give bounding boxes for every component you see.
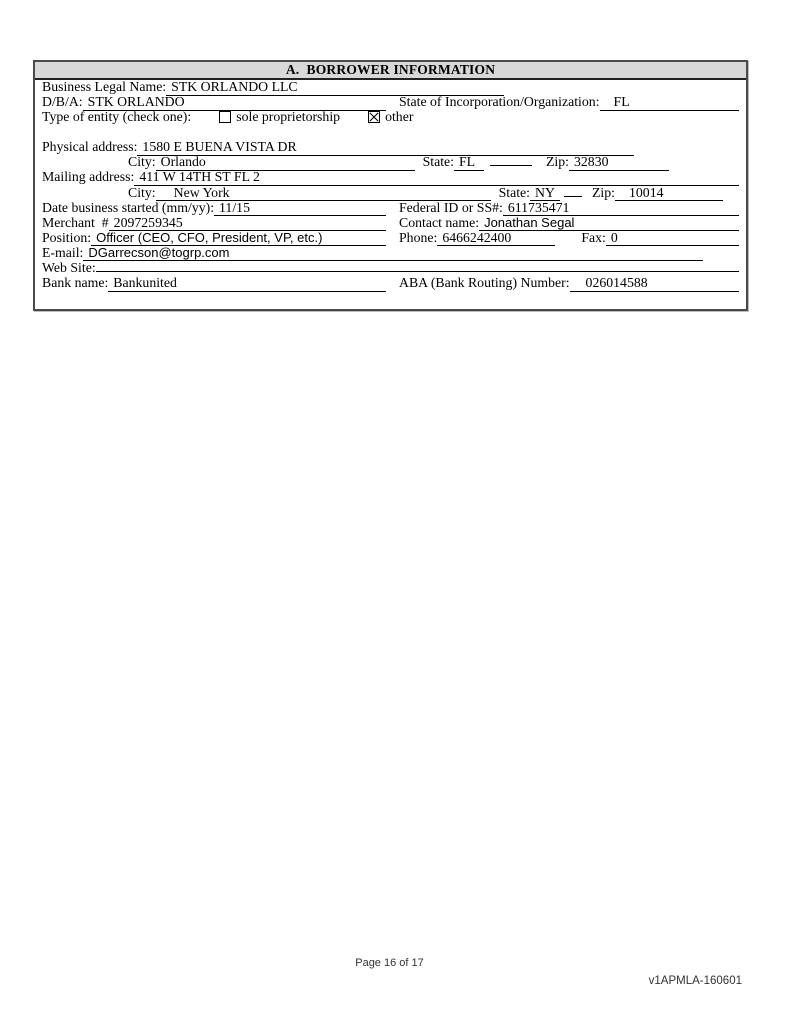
field-row-mailing-address — [35, 170, 746, 185]
merchant-number-label: Merchant # — [42, 214, 109, 230]
date-business-started-label: Date business started (mm/yy): — [42, 199, 215, 215]
mailing-city-field[interactable]: New York — [156, 186, 491, 202]
bank-name-label: Bank name: — [42, 275, 109, 291]
blank-line-segment — [490, 165, 532, 166]
section-title: A. BORROWER INFORMATION — [35, 62, 746, 80]
merchant-number-field[interactable]: 2097259345 — [109, 216, 386, 232]
sole-proprietorship-checkbox[interactable] — [219, 111, 231, 123]
page-number: Page 16 of 17 — [355, 957, 424, 969]
physical-city-field[interactable]: Orlando — [156, 155, 415, 171]
sole-proprietorship-label: sole proprietorship — [236, 109, 341, 125]
email-field[interactable]: DGarrecson@togrp.com — [83, 246, 703, 262]
aba-number-field[interactable]: 026014588 — [570, 276, 739, 292]
state-of-incorporation-label: State of Incorporation/Organization: — [399, 94, 600, 110]
physical-address-label: Physical address: — [42, 139, 138, 155]
mailing-state-label: State: — [498, 184, 530, 200]
phone-label: Phone: — [399, 229, 438, 245]
physical-zip-label: Zip: — [546, 154, 569, 170]
form-version-code: v1APMLA-160601 — [648, 975, 742, 987]
physical-state-label: State: — [422, 154, 454, 170]
field-row-merchant-contact — [35, 216, 746, 231]
field-row-dba-state — [35, 95, 746, 110]
state-of-incorporation-field[interactable]: FL — [600, 95, 739, 111]
mailing-address-field[interactable]: 411 W 14TH ST FL 2 — [134, 170, 739, 186]
field-row-bank-aba — [35, 276, 746, 291]
aba-number-label: ABA (Bank Routing) Number: — [399, 275, 570, 291]
spacer-row — [35, 125, 746, 140]
physical-address-field[interactable]: 1580 E BUENA VISTA DR — [137, 140, 634, 156]
field-row-website — [35, 261, 746, 276]
field-row-business-legal-name — [35, 80, 746, 95]
field-row-date-fedid — [35, 201, 746, 216]
physical-city-label: City: — [128, 154, 156, 170]
field-row-physical-city-state-zip — [35, 155, 746, 170]
mailing-zip-field[interactable]: 10014 — [615, 186, 723, 202]
date-business-started-field[interactable]: 11/15 — [214, 201, 386, 217]
dba-field[interactable]: STK ORLANDO — [83, 95, 386, 111]
phone-field[interactable]: 6466242400 — [437, 231, 555, 247]
blank-line-segment — [564, 196, 582, 197]
field-row-email — [35, 246, 746, 261]
position-label: Position: — [42, 229, 92, 245]
email-label: E-mail: — [42, 244, 84, 260]
other-checkbox-checked[interactable] — [368, 111, 380, 123]
business-legal-name-field[interactable]: STK ORLANDO LLC — [166, 80, 504, 96]
entity-type-label: Type of entity (check one): — [42, 109, 192, 125]
dba-label: D/B/A: — [42, 94, 83, 110]
field-row-entity-type — [35, 110, 746, 125]
position-field[interactable]: Officer (CEO, CFO, President, VP, etc.) — [91, 231, 386, 247]
field-row-physical-address — [35, 140, 746, 155]
business-legal-name-label: Business Legal Name: — [42, 79, 167, 94]
federal-id-label: Federal ID or SS#: — [399, 199, 503, 215]
mailing-zip-label: Zip: — [592, 184, 615, 200]
mailing-city-label: City: — [128, 184, 156, 200]
checkbox-x-icon — [369, 112, 379, 122]
physical-state-field[interactable]: FL — [454, 155, 484, 171]
mailing-address-label: Mailing address: — [42, 169, 135, 185]
website-field[interactable] — [96, 271, 739, 272]
contact-name-field[interactable]: Jonathan Segal — [479, 216, 739, 232]
field-row-mailing-city-state-zip — [35, 186, 746, 201]
field-row-position-phone-fax — [35, 231, 746, 246]
borrower-information-section — [33, 60, 748, 311]
physical-zip-field[interactable]: 32830 — [569, 155, 669, 171]
federal-id-field[interactable]: 611735471 — [503, 201, 739, 217]
fax-field[interactable]: 0 — [606, 231, 739, 247]
contact-name-label: Contact name: — [399, 214, 480, 230]
bank-name-field[interactable]: Bankunited — [108, 276, 386, 292]
website-label: Web Site: — [42, 260, 96, 276]
mailing-state-field[interactable]: NY — [530, 186, 560, 202]
other-label: other — [385, 109, 414, 125]
fax-label: Fax: — [581, 229, 606, 245]
